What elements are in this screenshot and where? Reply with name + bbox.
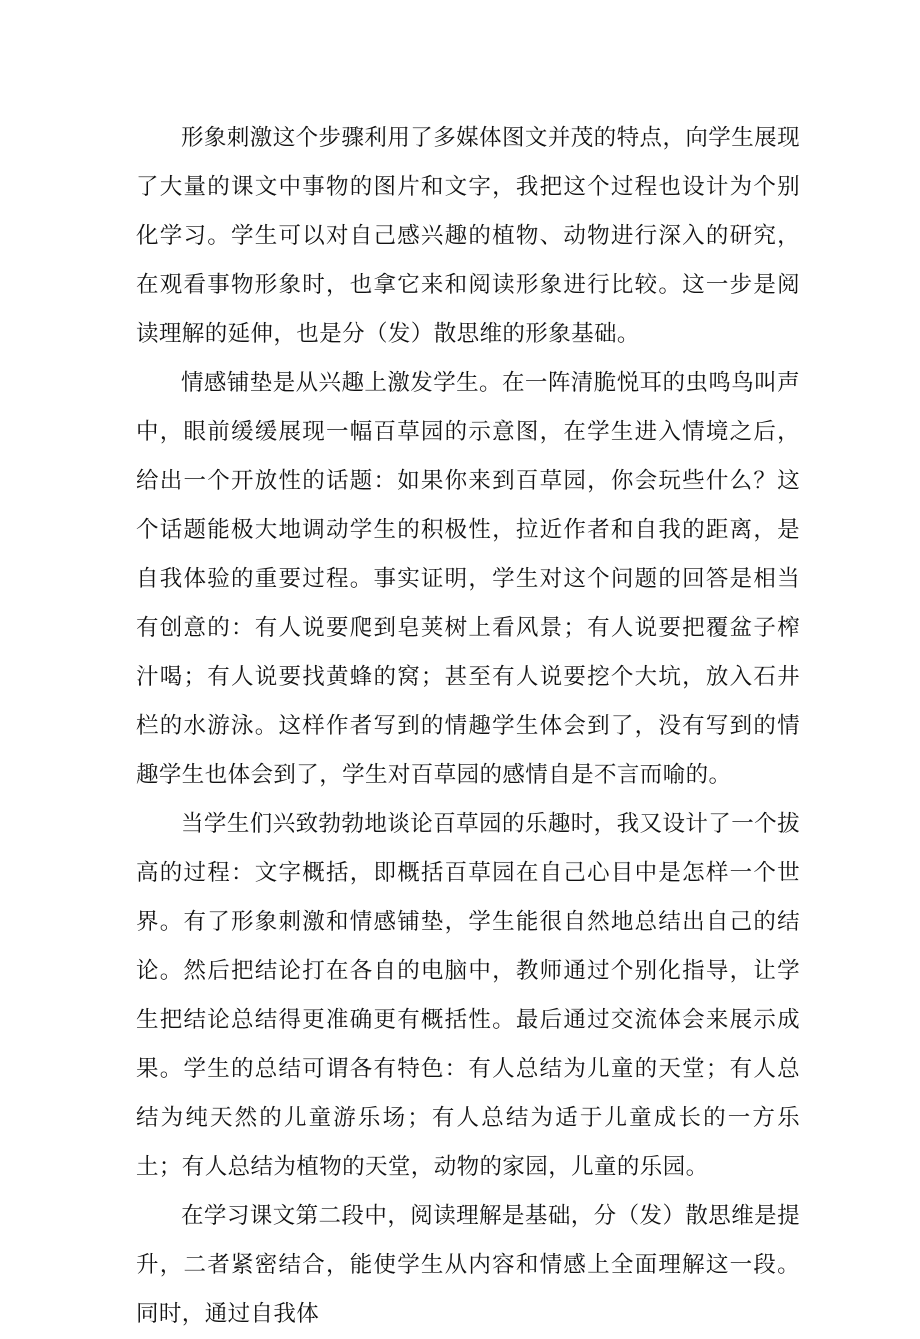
document-page bbox=[136, 114, 800, 1339]
paragraph-2: 情感铺垫是从兴趣上激发学生。在一阵清脆悦耳的虫鸣鸟叫声中，眼前缓缓展现一幅百草园的示意图，在学生进入情境之后，给出一个开放性的话题：如果你来到百草园，你会玩些什么？这个话题能极大地调动学生的积极性，拉近作者和自我的距离，是自我体验的重要过程。事实证明，学生对这个问题的回答是相当有创意的：有人说要爬到皂荚树上看风景；有人说要把覆盆子榨汁喝；有人说要找黄蜂的窝；甚至有人说要挖个大坑，放入石井栏的水游泳。这样作者写到的情趣学生体会到了，没有写到的情趣学生也体会到了，学生对百草园的感情自是不言而喻的。 bbox=[136, 370, 800, 788]
paragraph-3: 当学生们兴致勃勃地谈论百草园的乐趣时，我又设计了一个拔高的过程：文字概括，即概括百草园在自己心目中是怎样一个世界。有了形象刺激和情感铺垫，学生能很自然地总结出自己的结论。然后把结论打在各自的电脑中，教师通过个别化指导，让学生把结论总结得更准确更有概括性。最后通过交流体会来展示成果。学生的总结可谓各有特色：有人总结为儿童的天堂；有人总结为纯天然的儿童游乐场；有人总结为适于儿童成长的一方乐土；有人总结为植物的天堂，动物的家园，儿童的乐园。 bbox=[136, 811, 800, 1180]
paragraph-4: 在学习课文第二段中，阅读理解是基础，分（发）散思维是提升，二者紧密结合，能使学生从内容和情感上全面理解这一段。同时，通过自我体 bbox=[136, 1203, 800, 1327]
paragraph-1: 形象刺激这个步骤利用了多媒体图文并茂的特点，向学生展现了大量的课文中事物的图片和文字，我把这个过程也设计为个别化学习。学生可以对自己感兴趣的植物、动物进行深入的研究，在观看事物形象时，也拿它来和阅读形象进行比较。这一步是阅读理解的延伸，也是分（发）散思维的形象基础。 bbox=[136, 125, 800, 347]
